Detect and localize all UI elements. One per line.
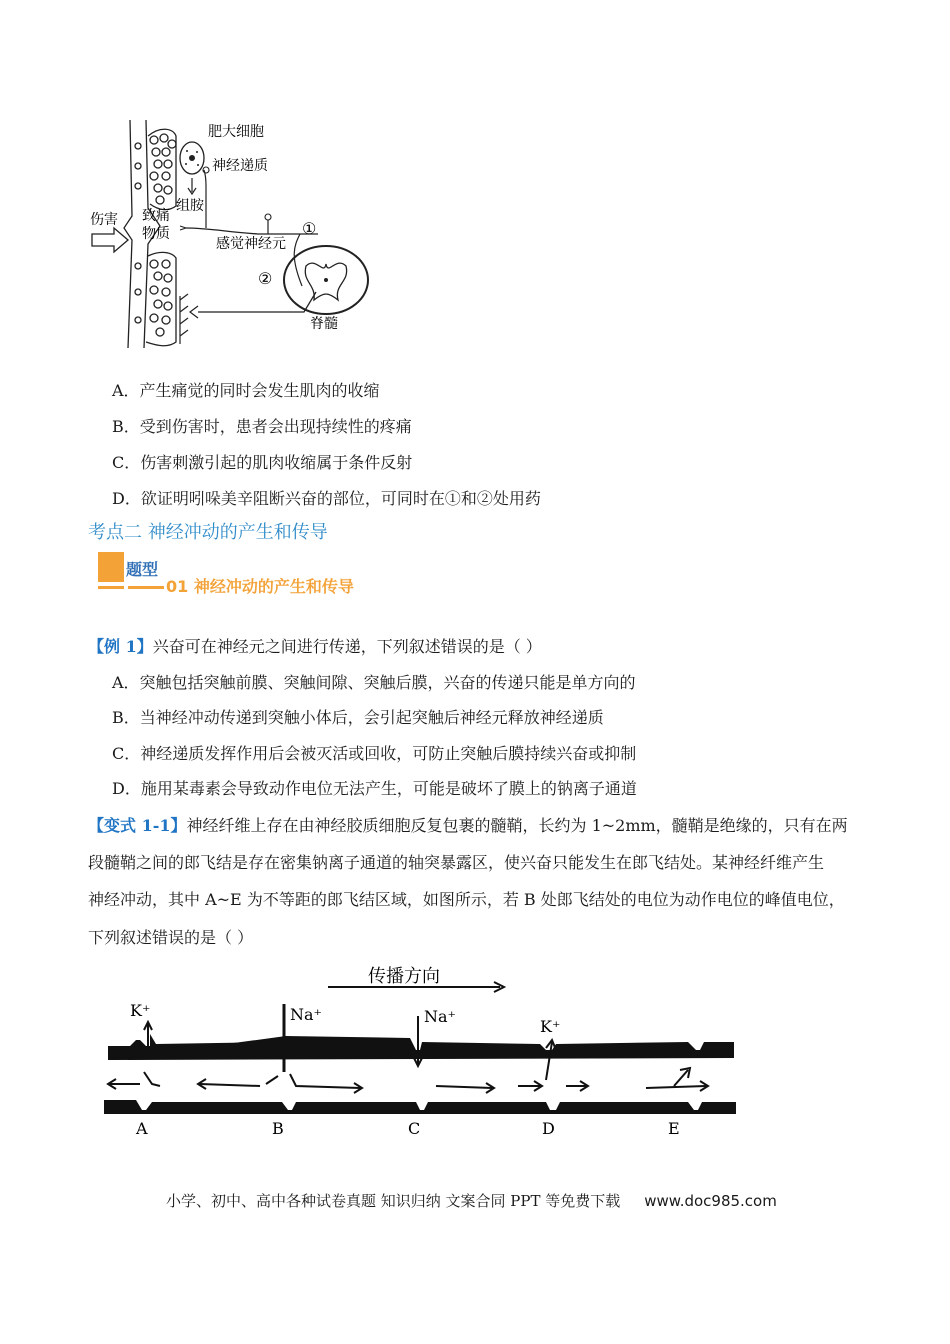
- ion-na-c: Na⁺: [424, 1007, 456, 1026]
- example1-label: 【例 1】: [88, 637, 153, 656]
- tag-word: 题型: [126, 560, 159, 579]
- ion-k-d: K⁺: [540, 1017, 561, 1036]
- label-neurotransmitter: 神经递质: [212, 158, 268, 174]
- label-pain-substance-1: 致痛: [142, 208, 170, 224]
- label-pain-substance-2: 物质: [142, 226, 170, 242]
- injury-arrow: [92, 228, 128, 252]
- label-sensory-neuron: 感觉神经元: [216, 236, 286, 252]
- figure-nerve-fiber: [100, 960, 750, 1140]
- label-spinal-cord: 脊髓: [310, 316, 338, 332]
- node-c: C: [408, 1119, 421, 1138]
- q1-option-b: B．受到伤害时，患者会出现持续性的疼痛: [112, 417, 412, 436]
- variant-line-4: 下列叙述错误的是（ ）: [88, 928, 254, 947]
- node-a: A: [136, 1119, 148, 1138]
- variant-text-1: 神经纤维上存在由神经胶质细胞反复包裹的髓鞘，长约为 1~2mm，髓鞘是绝缘的，只有在两: [186, 816, 848, 835]
- section-title: 考点二 神经冲动的产生和传导: [88, 522, 328, 543]
- ex1-option-d: D．施用某毒素会导致动作电位无法产生，可能是破坏了膜上的钠离子通道: [112, 779, 637, 798]
- ex1-option-b: B．当神经冲动传递到突触小体后，会引起突触后神经元释放神经递质: [112, 708, 604, 727]
- spinal-cord: [284, 246, 368, 314]
- footer-url[interactable]: www.doc985.com: [644, 1192, 777, 1210]
- label-injury: 伤害: [90, 212, 118, 228]
- marker-1: ①: [302, 219, 317, 238]
- variant-line-1: [88, 816, 868, 836]
- label-mast-cell: 肥大细胞: [208, 124, 264, 140]
- q1-option-a: A．产生痛觉的同时会发生肌肉的收缩: [112, 381, 380, 400]
- myelin-bottom: [104, 1100, 736, 1114]
- myelin-top: [108, 1034, 734, 1060]
- footer: [166, 1191, 777, 1211]
- q1-option-c: C．伤害刺激引起的肌肉收缩属于条件反射: [112, 453, 413, 472]
- variant-line-3: 神经冲动，其中 A~E 为不等距的郎飞结区域，如图所示，若 B 处郎飞结处的电位为动作电位的峰值电位，: [88, 890, 845, 909]
- variant-label: 【变式 1-1】: [88, 816, 187, 835]
- node-d: D: [542, 1119, 555, 1138]
- node-b: B: [272, 1119, 284, 1138]
- direction-label: 传播方向: [368, 966, 440, 987]
- ex1-option-a: A．突触包括突触前膜、突触间隙、突触后膜，兴奋的传递只能是单方向的: [112, 673, 636, 692]
- label-histamine: 组胺: [176, 198, 204, 214]
- variant-line-2: 段髓鞘之间的郎飞结是存在密集钠离子通道的轴突暴露区，使兴奋只能发生在郎飞结处。某神经纤维产生: [88, 853, 825, 872]
- ex1-option-c: C．神经递质发挥作用后会被灭活或回收，可防止突触后膜持续兴奋或抑制: [112, 744, 637, 763]
- tag-title: 01 神经冲动的产生和传导: [166, 577, 354, 596]
- q1-option-d: D．欲证明吲哚美辛阻断兴奋的部位，可同时在①和②处用药: [112, 489, 541, 508]
- ion-k-a: K⁺: [130, 1001, 151, 1020]
- figure-pain-reflex: [88, 116, 388, 356]
- tag-badge: [98, 552, 124, 582]
- ion-na-b: Na⁺: [290, 1005, 322, 1024]
- tag-underline-right: [128, 586, 164, 589]
- node-e: E: [668, 1119, 680, 1138]
- example1-stem-text: 兴奋可在神经元之间进行传递，下列叙述错误的是（ ）: [152, 637, 542, 656]
- example1-stem: [88, 637, 542, 657]
- marker-2: ②: [258, 269, 273, 288]
- tag-underline-left: [98, 586, 124, 589]
- footer-text: 小学、初中、高中各种试卷真题 知识归纳 文案合同 PPT 等免费下载: [166, 1192, 621, 1210]
